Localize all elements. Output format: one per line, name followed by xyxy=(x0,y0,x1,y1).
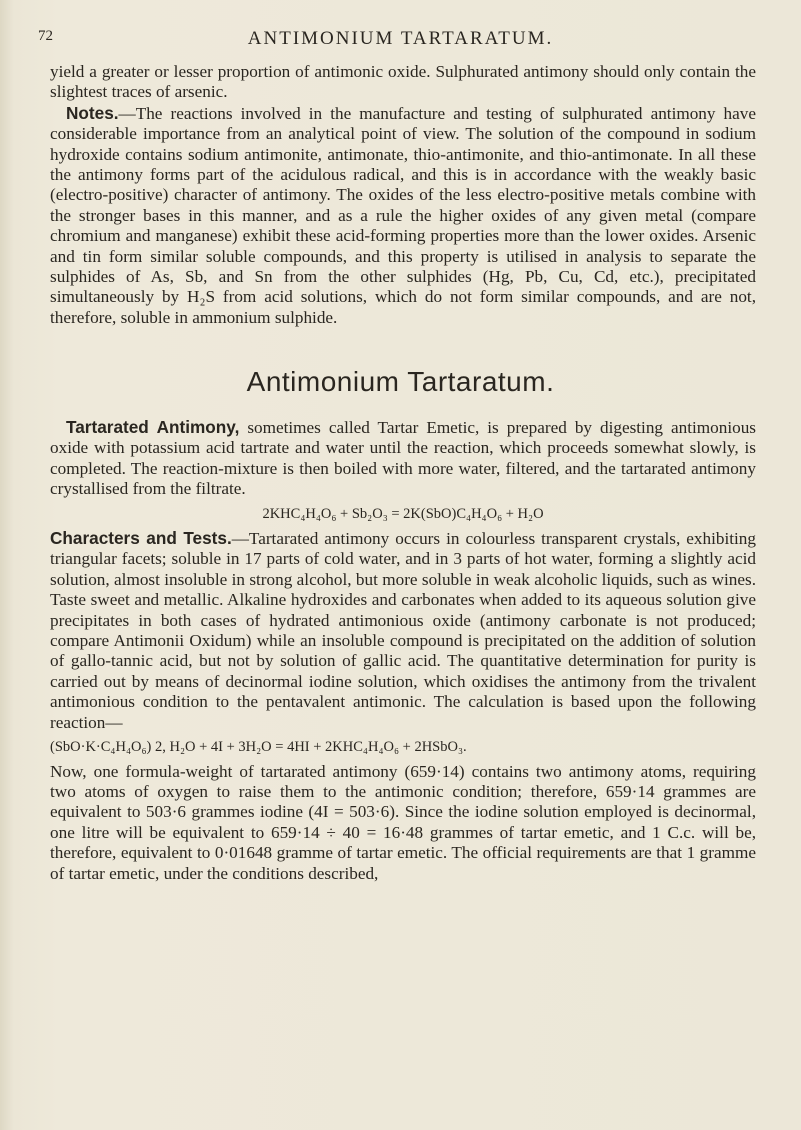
preparation-lead: Tartarated Antimony, xyxy=(66,417,240,437)
top-text-block xyxy=(50,62,756,328)
section-heading: Antimonium Tartaratum. xyxy=(246,366,555,397)
characters-paragraph xyxy=(50,528,756,733)
characters-lead: Characters and Tests. xyxy=(50,528,232,549)
preparation-text: sometimes called Tartar Emetic, is prepared by digesting antimonious oxide with potassium acid tartrate and water until the reaction, which proceeds somewhat slowly, is completed. The reaction-mixture is then boiled with more water, filtered, and the tartarated antimony crystallised from the filtrate. xyxy=(50,418,756,499)
section-text-block xyxy=(50,417,756,884)
assay-equation: (SbO·K·C₄H₄O₆) 2, H₂O + 4I + 3H₂O = 4HI + 2KHC₄H₄O₆ + 2HSbO₃. xyxy=(50,739,467,756)
page-number: 72 xyxy=(38,28,53,44)
running-title: ANTIMONIUM TARTARATUM. xyxy=(247,28,554,49)
notes-paragraph xyxy=(50,103,756,328)
calculation-paragraph: Now, one formula-weight of tartarated antimony (659·14) contains two antimony atoms, requiring two atoms of oxygen to raise them to the antimonic condition; therefore, 659·14 grammes are equivalent to 503·6 grammes iodine (4I = 503·6). Since the iodine solution employed is decinormal, one litre will be equivalent to 659·14 ÷ 40 = 16·48 grammes of tartar emetic, and 1 C.c. will be, therefore, equivalent to 0·01648 gramme of tartar emetic. The official requirements are that 1 gramme of tartar emetic, under the conditions described, xyxy=(50,761,756,883)
running-head xyxy=(38,28,763,52)
continuation-paragraph: yield a greater or lesser proportion of antimonic oxide. Sulphurated antimony should only contain the slightest traces of arsenic. xyxy=(50,62,756,102)
preparation-equation: 2KHC₄H₄O₆ + Sb₂O₃ = 2K(SbO)C₄H₄O₆ + H₂O xyxy=(262,505,544,522)
characters-text: —Tartarated antimony occurs in colourless transparent crystals, exhibiting triangular facets; soluble in 17 parts of cold water, and in 3 parts of hot water, forming a slightly acid solution, almost insoluble in strong alcohol, but more soluble in weak alcoholic liquids, such as wines. Taste sweet and metallic. Alkaline hydroxides and carbonates when added to its aqueous solution give precipitates in both cases of hydrated antimonious oxide (antimony carbonate is not produced; compare Antimonii Oxidum) while an insoluble compound is precipitated on the addition of solution of gallo-tannic acid, but not by solution of gallic acid. The quantitative determination for purity is carried out by means of decinormal iodine solution, which oxidises the antimony from the trivalent antimonious condition to the pentavalent antimonic. The calculation is based upon the following reaction— xyxy=(50,529,756,732)
notes-lead: Notes. xyxy=(66,102,119,123)
notes-text: —The reactions involved in the manufacture and testing of sulphurated antimony have considerable importance from an analytical point of view. The solution of the compound in sodium hydroxide contains sodium antimonite, antimonate, thio-antimonite, and thio-antimonate. In all these the antimony forms part of the acidulous radical, and this is in accordance with the weakly basic (electro-positive) character of antimony. The oxides of the less electro-positive metals combine with the stronger bases in this manner, and as a rule the higher oxides of any given metal (compare chromium and manganese) exhibit these acid-forming properties more than the lower oxides. Arsenic and tin form similar soluble compounds, and this property is utilised in analysis to separate the sulphides of As, Sb, and Sn from the other sulphides (Hg, Pb, Cu, Cd, etc.), precipitated simultaneously by H₂S from acid solutions, which do not form similar compounds, and are not, therefore, soluble in ammonium sulphide. xyxy=(50,103,756,327)
preparation-paragraph xyxy=(50,417,756,500)
